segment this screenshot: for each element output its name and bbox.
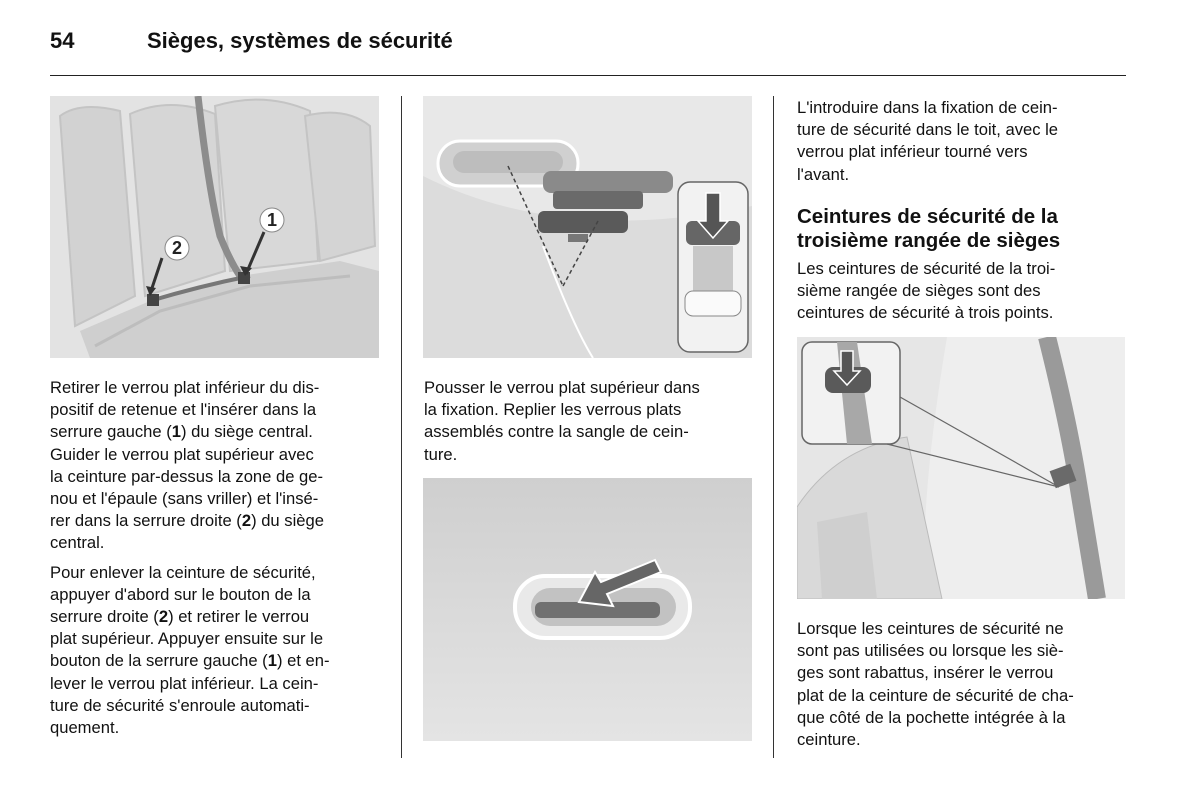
text-line: Les ceintures de sécurité de la troi- (797, 259, 1056, 278)
paragraph (424, 377, 764, 466)
text-line: la ceinture par-dessus la zone de ge- (50, 466, 324, 486)
belt-holder-illustration (423, 478, 752, 741)
ref-number: 1 (267, 651, 277, 671)
page-number: 54 (50, 28, 75, 53)
text-line: nou et l'épaule (sans vriller) et l'insé- (50, 489, 319, 509)
text-line: Guider le verrou plat supérieur avec (50, 444, 314, 464)
text-line: sième rangée de sièges sont des (797, 281, 1041, 301)
text-line: quement. (50, 718, 120, 738)
belt-holder-figure (423, 478, 752, 741)
text-line: ture de sécurité dans le toit, avec le (797, 120, 1059, 140)
text-line: que côté de la pochette intégrée à la (797, 707, 1066, 727)
heading-line: Ceintures de sécurité de la (797, 205, 1058, 228)
paragraph (797, 258, 1137, 325)
text-line: positif de retenue et l'insérer dans la (50, 400, 317, 420)
seats-illustration (50, 96, 379, 358)
roof-anchor-illustration (423, 96, 752, 358)
text-line: ) du siège (251, 511, 324, 531)
text-line: ceintures de sécurité à trois points. (797, 303, 1054, 323)
third-row-belt-illustration (797, 337, 1125, 599)
column3-section-text (797, 258, 1137, 325)
column-divider-1 (401, 96, 402, 758)
text-line: ture de sécurité s'enroule automati- (50, 695, 310, 715)
text-line: la fixation. Replier les verrous plats (424, 400, 682, 420)
column-divider-2 (773, 96, 774, 758)
text-line: ) et en- (276, 651, 330, 671)
text-line: Lorsque les ceintures de sécurité ne (797, 619, 1064, 638)
text-line: ) et retirer le verrou (168, 607, 310, 627)
section-heading (797, 205, 1137, 253)
ref-number: 2 (241, 511, 252, 531)
text-line: bouton de la serrure gauche ( (50, 651, 268, 671)
roof-anchor-figure (423, 96, 752, 358)
text-line: verrou plat inférieur tourné vers (797, 142, 1028, 162)
paragraph (50, 562, 385, 740)
column2-text (424, 377, 764, 466)
column1-text (50, 377, 385, 739)
text-line: central. (50, 533, 105, 553)
ref-number: 1 (171, 422, 181, 442)
text-line: ceinture. (797, 730, 861, 750)
text-line: appuyer d'abord sur le bouton de la (50, 584, 311, 604)
page-title: Sièges, systèmes de sécurité (147, 28, 453, 53)
paragraph (797, 618, 1137, 751)
column3-intro-text (797, 97, 1137, 186)
figure-label-1: 1 (266, 210, 278, 230)
text-line: ) du siège central. (180, 422, 313, 442)
text-line: serrure droite ( (50, 607, 159, 627)
ref-number: 2 (158, 607, 169, 627)
column3-closing-text (797, 618, 1137, 751)
text-line: assemblés contre la sangle de cein- (424, 422, 689, 442)
text-line: l'avant. (797, 164, 850, 184)
text-line: rer dans la serrure droite ( (50, 511, 242, 531)
text-line: Retirer le verrou plat inférieur du dis- (50, 378, 320, 397)
text-line: L'introduire dans la fixation de cein- (797, 98, 1058, 117)
text-line: lever le verrou plat inférieur. La cein- (50, 673, 319, 693)
seats-figure (50, 96, 379, 358)
text-line: Pour enlever la ceinture de sécurité, (50, 562, 316, 582)
text-line: ges sont rabattus, insérer le verrou (797, 663, 1054, 683)
paragraph (50, 377, 385, 555)
text-line: ture. (424, 444, 458, 464)
header-rule (50, 75, 1126, 76)
heading-line: troisième rangée de sièges (797, 229, 1061, 252)
text-line: plat de la ceinture de sécurité de cha- (797, 685, 1074, 705)
paragraph (797, 97, 1137, 186)
text-line: Pousser le verrou plat supérieur dans (424, 378, 700, 397)
third-row-belt-figure (797, 337, 1125, 599)
text-line: plat supérieur. Appuyer ensuite sur le (50, 629, 324, 649)
text-line: serrure gauche ( (50, 422, 172, 442)
text-line: sont pas utilisées ou lorsque les siè- (797, 641, 1064, 661)
figure-label-2: 2 (171, 238, 183, 258)
